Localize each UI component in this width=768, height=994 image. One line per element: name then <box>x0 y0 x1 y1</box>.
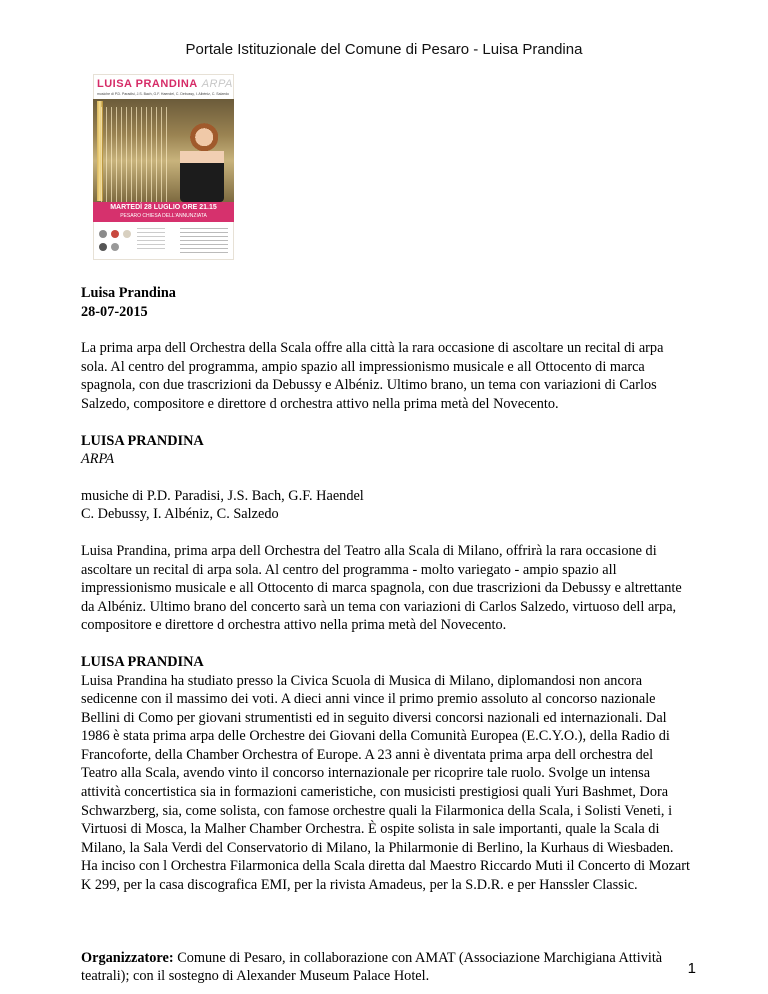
organizer-text: Comune di Pesaro, in collaborazione con AMAT (Associazione Marchigiana Attività teatrali); con il sostegno di Alexander Museum Palace Hotel. <box>81 949 663 985</box>
organizer-label: Organizzatore: <box>81 949 174 966</box>
page-header: Portale Istituzionale del Comune di Pesaro - Luisa Prandina <box>185 41 583 58</box>
poster-title: LUISA PRANDINA ARPA <box>97 78 233 90</box>
poster-subtitle: musiche di P.D. Paradisi, J.S. Bach, G.F. Haendel, C. Debussy, I. Albéniz, C. Salzedo <box>97 92 229 96</box>
page-number: 1 <box>687 960 696 977</box>
poster-sponsor-logos <box>97 226 230 256</box>
harpist-figure <box>180 123 224 202</box>
program-line-2: C. Debussy, I. Albéniz, C. Salzedo <box>81 506 279 523</box>
bio-heading: LUISA PRANDINA <box>81 653 204 670</box>
poster-fine-print <box>137 228 165 250</box>
sponsor-logo-icon <box>123 230 131 238</box>
bio-text: Luisa Prandina ha studiato presso la Civica Scuola di Musica di Milano, diplomandosi non ancora sedicenne con il massimo dei voti. A dieci anni vince il primo premio assoluto al concorso nazionale Bellini di Como per giovani strumentisti ed in seguito diversi concorsi nazionali ed internazionali. Dal 1986 è stata prima arpa delle Orchestre dei Giovani della Comunità Europea (E.C.Y.O.), della Radio di Francoforte, della Chamber Orchestra of Europe. A 23 anni è diventata prima arpa dell orchestra del Teatro alla Scala, avendo vinto il concorso internazionale per ricoprire tale ruolo. Svolge un intensa attività concertistica sia in formazioni cameristiche, con musicisti prestigiosi quali Yuri Bashmet, Dora Schwarzberg, sia, come solista, con famose orchestre quali la Filarmonica della Scala, i Solisti Veneti, i Virtuosi di Mosca, la Malher Chamber Orchestra. È ospite solista in sale importanti, quale la Scala di Milano, la Sala Verdi del Conservatorio di Milano, la Philarmonie di Berlino, la Kurhaus di Wiesbaden. Ha inciso con l Orchestra Filarmonica della Scala diretta dal Maestro Riccardo Muti il Concerto di Mozart K 299, per la casa discografica EMI, per la rivista Amadeus, per la S.D.R. e per Hanssler Classic. <box>81 672 691 894</box>
poster-place: PESARO CHIESA DELL'ANNUNZIATA <box>120 213 207 219</box>
article-title: Luisa Prandina <box>81 285 176 301</box>
article-intro: La prima arpa dell Orchestra della Scala offre alla città la rara occasione di ascoltare un recital di arpa sola. Al centro del programma, ampio spazio all impressionismo musicale e all Ottocento di marca spagnola, con due trascrizioni da Debussy e Albéniz. Ultimo brano, un tema con variazioni di Carlos Salzedo, compositore e direttore d orchestra attivo nella prima metà del Novecento. <box>81 340 664 412</box>
sponsor-logo-icon <box>111 230 119 238</box>
sponsor-logo-icon <box>111 243 119 251</box>
article-content <box>81 284 691 986</box>
poster-fine-print <box>180 228 228 254</box>
event-description: Luisa Prandina, prima arpa dell Orchestra del Teatro alla Scala di Milano, offrirà la rara occasione di ascoltare un recital di arpa sola. Al centro del programma - molto variegato - ampio spazio all impressionismo musicale e all Ottocento di marca spagnola, con due trascrizioni da Debussy e altrettante da Albéniz. Ultimo brano del concerto sarà un tema con variazioni di Carlos Salzedo, virtuoso dell arpa, compositore e direttore d orchestra attivo nella prima metà del Novecento. <box>81 542 682 634</box>
sponsor-logo-icon <box>99 230 107 238</box>
sponsor-logo-icon <box>99 243 107 251</box>
program-line-1: musiche di P.D. Paradisi, J.S. Bach, G.F. Haendel <box>81 487 364 504</box>
organizer-paragraph <box>81 949 691 986</box>
harp-strings-graphic <box>101 107 171 202</box>
performer-instrument: ARPA <box>81 451 115 468</box>
poster-date-band <box>93 202 234 222</box>
article-date: 28-07-2015 <box>81 303 148 320</box>
poster-date: MARTEDÌ 28 LUGLIO ORE 21.15 <box>110 204 217 211</box>
performer-name: LUISA PRANDINA <box>81 432 204 449</box>
event-poster-image <box>93 74 234 260</box>
poster-photo <box>93 99 234 202</box>
